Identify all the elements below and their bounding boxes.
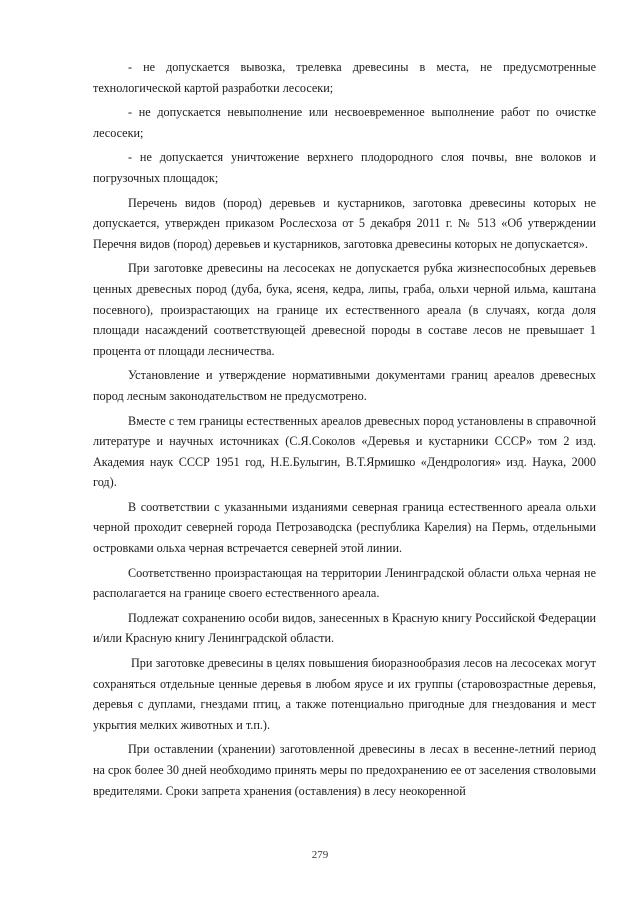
- paragraph-cleanup-restriction: - не допускается невыполнение или несвоевременное выполнение работ по очистке лесосеки;: [93, 105, 596, 140]
- paragraph-range-boundaries: Установление и утверждение нормативными документами границ ареалов древесных пород лесным законодательством не предусмотрено.: [93, 368, 596, 403]
- paragraph-red-book: Подлежат сохранению особи видов, занесенных в Красную книгу Российской Федерации и/или Красную книгу Ленинградской области.: [93, 610, 596, 646]
- page-number: 279: [311, 849, 329, 861]
- paragraph-alder-range: В соответствии с указанными изданиями северная граница естественного ареала ольхи черной проходит северней города Петрозаводска (республика Карелия) на Пермь, отдельными островками ольха черная встречается северней этой линии.: [93, 499, 596, 556]
- paragraph-species-list-order: Перечень видов (пород) деревьев и кустарников, заготовка древесины которых не допускается, утвержден приказом Рослесхоза от 5 декабря 2011 г. № 513 «Об утверждении Перечня видов (пород) деревьев и кустарников, заготовка древесины которых не допускается».: [93, 195, 596, 251]
- paragraph-logging-restriction: - не допускается вывозка, трелевка древесины в места, не предусмотренные технологической картой разработки лесосеки;: [93, 60, 596, 95]
- paragraph-reference-sources: Вместе с тем границы естественных ареалов древесных пород установлены в справочной литературе и научных источниках (С.Я.Соколов «Деревья и кустарники СССР» том 2 изд. Академия наук СССР 1951 год, Н.Е.Булыгин, В.Т.Ярмишко «Дендрология» изд. Наука, 2000 год).: [93, 413, 596, 490]
- paragraph-biodiversity: При заготовке древесины в целях повышения биоразнообразия лесов на лесосеках могут сохраняться отдельные ценные деревья в любом ярусе и их группы (старовозрастные деревья, деревья с дуплами, гнездами птиц, а также потенциально пригодные для гнездования и мест укрытия мелких животных и т.п.).: [93, 656, 596, 732]
- body-text: [93, 57, 596, 801]
- paragraph-valuable-species: При заготовке древесины на лесосеках не допускается рубка жизнеспособных деревьев ценных древесных пород (дуба, бука, ясеня, кедра, липы, граба, ольхи черной ильма, каштана посевного), произрастающих на границе их естественного ареала (в случаях, когда доля площади насаждений соответствующей древесной породы в составе лесов не превышает 1 процента от площади лесничества.: [93, 261, 596, 358]
- paragraph-wood-storage: При оставлении (хранении) заготовленной древесины в лесах в весенне-летний период на срок более 30 дней необходимо принять меры по предохранению ее от заселения стволовыми вредителями. Сроки запрета хранения (оставления) в лесу неокоренной: [93, 742, 596, 798]
- paragraph-soil-restriction: - не допускается уничтожение верхнего плодородного слоя почвы, вне волоков и погрузочных площадок;: [93, 150, 596, 185]
- paragraph-leningrad-alder: Соответственно произрастающая на территории Ленинградской области ольха черная не располагается на границе своего естественного ареала.: [93, 565, 596, 601]
